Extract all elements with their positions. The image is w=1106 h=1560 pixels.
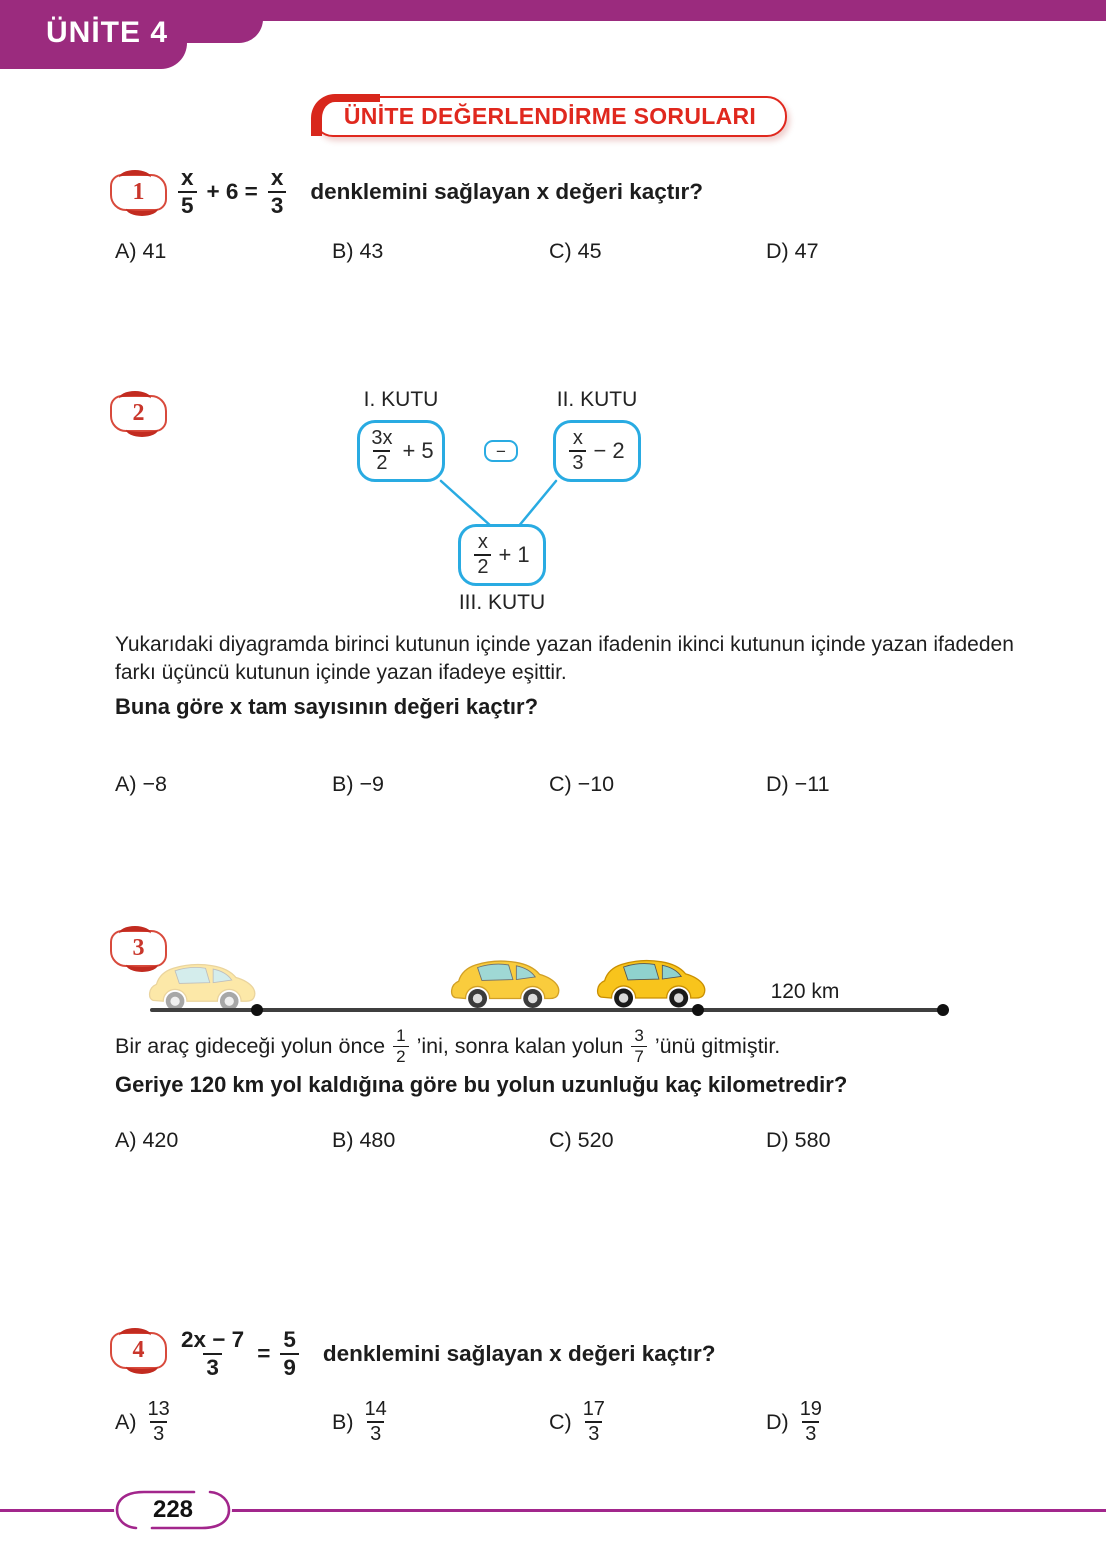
question-1-equation	[178, 166, 703, 218]
option-label: C)	[549, 1409, 572, 1434]
option-d: D) −11	[766, 772, 830, 796]
box1-title: I. KUTU	[363, 388, 439, 411]
option-a: A) −8	[115, 772, 167, 796]
option-d: D) 580	[766, 1128, 831, 1152]
question-number: 3	[132, 935, 145, 961]
minus-operator-box	[484, 440, 518, 462]
question-4-prompt: denklemini sağlayan x değeri kaçtır?	[322, 1341, 716, 1366]
option-b: B) 43	[332, 239, 384, 263]
question-4-number-badge	[110, 1332, 167, 1369]
fraction: $\frac{3}{7}$	[631, 1026, 646, 1067]
car-icon	[596, 955, 708, 1015]
option-d	[766, 1398, 983, 1446]
box3-title: III. KUTU	[458, 591, 546, 614]
text-post: ’ünü gitmiştir.	[654, 1033, 781, 1058]
fraction: $\frac{x}{2}$	[474, 531, 491, 579]
fraction: $\frac{19}{3}$	[799, 1398, 822, 1445]
fraction: $\frac{1}{2}$	[393, 1026, 408, 1067]
road-marker-dot	[692, 1004, 704, 1016]
minus-icon: −	[496, 441, 506, 461]
distance-label: 120 km	[770, 980, 840, 1003]
diagram-connector-lines	[420, 478, 580, 530]
fraction: $\frac{13}{3}$	[147, 1398, 170, 1445]
box3-rest: + 1	[498, 542, 530, 567]
fraction: $\frac{x}{3}$	[569, 427, 586, 475]
option-c: C) 45	[549, 239, 602, 263]
road-marker-dot	[251, 1004, 263, 1016]
question-3-options	[115, 1128, 983, 1153]
fraction: $\frac{x}{5}$	[178, 165, 197, 218]
question-3-text	[115, 1026, 780, 1067]
diagram-box-1	[357, 420, 445, 482]
option-c: C) 520	[549, 1128, 614, 1152]
question-4-options	[115, 1398, 983, 1446]
text-pre: Bir araç gideceği yolun önce	[115, 1033, 386, 1058]
option-a	[115, 1398, 332, 1446]
text-mid: ’ini, sonra kalan yolun	[416, 1033, 624, 1058]
page-number: 228	[152, 1496, 194, 1523]
question-2-number-badge	[110, 395, 167, 432]
equals-sign: =	[257, 1341, 271, 1366]
fraction: $\frac{17}{3}$	[582, 1398, 605, 1445]
section-banner	[313, 96, 787, 137]
question-number: 4	[132, 1337, 145, 1363]
option-b: B) 480	[332, 1128, 396, 1152]
car-icon	[450, 956, 562, 1015]
fraction: $\frac{2x - 7}{3}$	[181, 1327, 245, 1380]
box2-rest: − 2	[593, 438, 625, 463]
road-line	[150, 1008, 947, 1012]
question-1-options	[115, 239, 983, 264]
diagram-box-2	[553, 420, 641, 482]
option-b: B) −9	[332, 772, 384, 796]
question-1-number-badge	[110, 174, 167, 211]
question-number: 2	[132, 400, 145, 426]
option-a: A) 41	[115, 239, 167, 263]
question-4-equation	[178, 1326, 716, 1382]
question-2-paragraph: Yukarıdaki diyagramda birinci kutunun içinde yazan ifadenin ikinci kutunun içinde yazan ifadeden farkı üçüncü kutunun içinde yazan ifadeye eşittir.	[115, 633, 1014, 684]
option-label: B)	[332, 1409, 354, 1434]
box1-rest: + 5	[402, 438, 434, 463]
question-2-options	[115, 772, 983, 797]
question-number: 1	[132, 179, 145, 205]
box2-title: II. KUTU	[556, 388, 638, 411]
equation-middle: + 6 =	[206, 179, 258, 204]
fraction: $\frac{x}{3}$	[268, 165, 287, 218]
fraction: $\frac{14}{3}$	[364, 1398, 387, 1445]
question-2-prompt: Buna göre x tam sayısının değeri kaçtır?	[115, 694, 539, 719]
option-b	[332, 1398, 549, 1446]
fraction: $\frac{5}{9}$	[280, 1327, 299, 1380]
option-c	[549, 1398, 766, 1446]
option-d: D) 47	[766, 239, 819, 263]
question-3-prompt: Geriye 120 km yol kaldığına göre bu yolun uzunluğu kaç kilometredir?	[115, 1072, 848, 1097]
option-label: D)	[766, 1409, 789, 1434]
question-1-prompt: denklemini sağlayan x değeri kaçtır?	[310, 179, 703, 204]
diagram-box-3	[458, 524, 546, 586]
unit-title: ÜNİTE 4	[46, 16, 169, 49]
option-label: A)	[115, 1409, 137, 1434]
option-c: C) −10	[549, 772, 615, 796]
road-marker-dot	[937, 1004, 949, 1016]
option-a: A) 420	[115, 1128, 179, 1152]
fraction: $\frac{3x}{2}$	[371, 427, 393, 474]
section-banner-title: ÜNİTE DEĞERLENDİRME SORULARI	[343, 103, 757, 129]
